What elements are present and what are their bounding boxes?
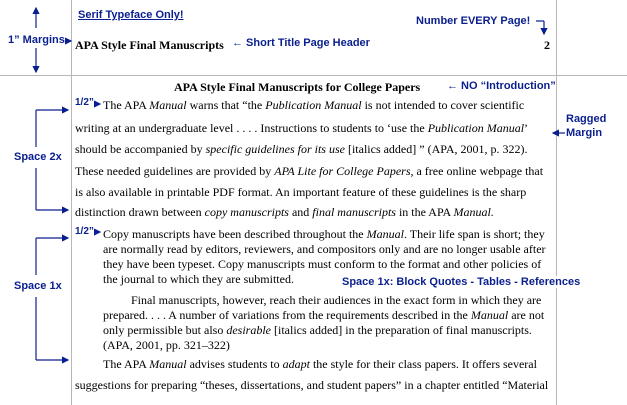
page-number: 2 [544,38,550,52]
block-line-7: only permissible but also desirable [italics added] in the preparation of final manuscripts. [103,323,532,337]
ragged-margin-note-1: Ragged [566,113,607,125]
short-title-header-note: ← Short Title Page Header [232,37,370,49]
block-line-6: prepared. . . . A number of variations from the requirements described in the Manual are not [103,308,545,322]
block-line-2: are normally read by editors, reviewers, and compositors only and are no longer usable after [103,242,546,256]
serif-only-note: Serif Typeface Only! [78,9,184,21]
space-2x-note: Space 2x [14,151,62,163]
margins-note: 1” Margins [8,34,65,46]
block-line-8: (APA, 2001, pp. 321–322) [103,338,230,352]
block-line-3: they have been typeset. Copy manuscripts must conform to the format and other policies of [103,257,542,271]
document-title: APA Style Final Manuscripts for College Papers [174,80,421,94]
ragged-margin-note-2: Margin [566,127,603,139]
block-line-1: Copy manuscripts have been described throughout the Manual. Their life span is short; they [103,227,545,241]
indent-note-2: 1/2” [75,226,94,237]
space-1x-block-note: Space 1x: Block Quotes - Tables - References [342,276,581,288]
running-head: APA Style Final Manuscripts [75,38,224,52]
space-1x-note: Space 1x [14,280,62,292]
block-line-5: Final manuscripts, however, reach their audiences in the exact form in which they are [131,293,542,307]
indent-note-1: 1/2” [75,97,94,108]
para1-line-2: writing at an undergraduate level . . . . Instructions to students to ‘use the Publication Manual’ [75,121,529,135]
block-line-4: the journal to which they are submitted. [103,272,294,286]
para1-line-5: is also available in printable PDF format. An important feature of these guidelines is the sharp [75,185,527,199]
no-introduction-note: ← NO “Introduction” [447,80,556,92]
para3-line-2: suggestions for preparing “theses, dissertations, and student papers” in a chapter entitled “Material [75,378,549,392]
para3-line-1: The APA Manual advises students to adapt the style for their class papers. It offers several [103,357,537,371]
para1-line-6: distinction drawn between copy manuscripts and final manuscripts in the APA Manual. [75,205,494,219]
number-every-page-note: Number EVERY Page! [416,15,531,27]
para1-line-1: The APA Manual warns that “the Publication Manual is not intended to cover scientific [103,98,525,112]
para1-line-4: These needed guidelines are provided by APA Lite for College Papers, a free online webpage that [75,164,544,178]
para1-line-3: should be accompanied by specific guidelines for its use [italics added] ” (APA, 2001, p. 322). [75,142,528,156]
